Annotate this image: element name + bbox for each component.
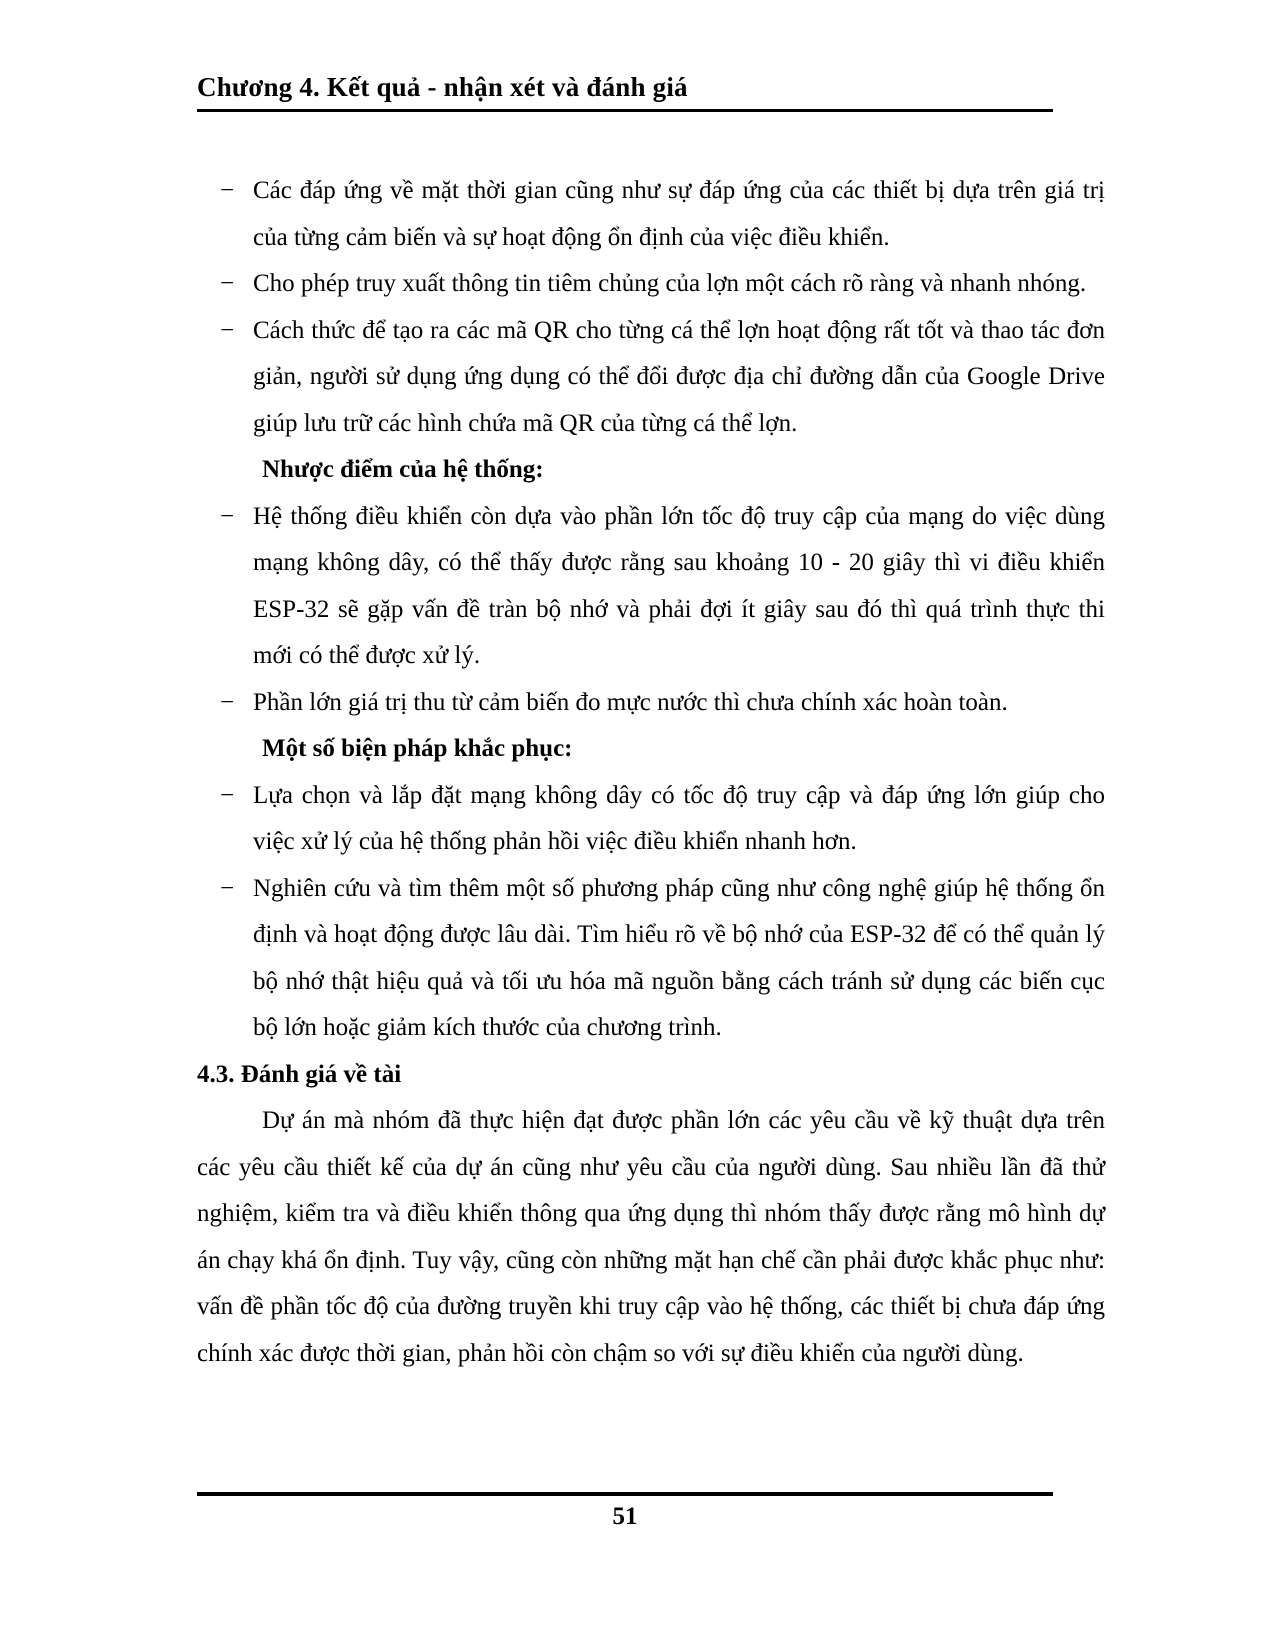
page-body [197, 168, 1105, 1377]
list-item-text: Nghiên cứu và tìm thêm một số phương pháp cũng như công nghệ giúp hệ thống ổn định và hoạt động được lâu dài. Tìm hiểu rõ về bộ nhớ của ESP-32 để có thể quản lý bộ nhớ thật hiệu quả và tối ưu hóa mã nguồn bằng cách tránh sử dụng các biến cục bộ lớn hoặc giảm kích thước của chương trình. [253, 874, 1105, 1041]
list-item [197, 168, 1105, 261]
bullet-marker: − [220, 781, 235, 809]
list-item [197, 261, 1105, 308]
list-item-text: Các đáp ứng về mặt thời gian cũng như sự đáp ứng của các thiết bị dựa trên giá trị của từng cảm biến và sự hoạt động ổn định của việc điều khiển. [253, 177, 1105, 251]
list-item-text: Cho phép truy xuất thông tin tiêm chủng của lợn một cách rõ ràng và nhanh nhóng. [253, 270, 1087, 297]
bullet-marker: − [220, 270, 235, 297]
chapter-header-title: Chương 4. Kết quả - nhận xét và đánh giá [197, 72, 688, 102]
list-item-text: Phần lớn giá trị thu từ cảm biến đo mực nước thì chưa chính xác hoàn toàn. [253, 688, 1008, 716]
section-heading: 4.3. Đánh giá về tài [197, 1060, 402, 1088]
bullet-marker: − [220, 177, 235, 204]
page-number: 51 [612, 1503, 638, 1530]
bullet-marker: − [220, 502, 235, 530]
list-item [197, 866, 1105, 1052]
list-item-text: Hệ thống điều khiển còn dựa vào phần lớn tốc độ truy cập của mạng do việc dùng mạng không dây, có thể thấy được rằng sau khoảng 10 - 20 giây thì vi điều khiển ESP-32 sẽ gặp vấn đề tràn bộ nhớ và phải đợi ít giây sau đó thì quá trình thực thi mới có thể được xử lý. [253, 502, 1105, 669]
page-footer [197, 1492, 1053, 1531]
bullet-marker: − [220, 316, 235, 344]
list-item [197, 773, 1105, 866]
list-item-text: Cách thức để tạo ra các mã QR cho từng cá thể lợn hoạt động rất tốt và thao tác đơn giản, người sử dụng ứng dụng có thể đổi được địa chỉ đường dẫn của Google Drive giúp lưu trữ các hình chứa mã QR của từng cá thể lợn. [253, 316, 1105, 437]
page-header [197, 72, 1053, 112]
list-item-text: Lựa chọn và lắp đặt mạng không dây có tốc độ truy cập và đáp ứng lớn giúp cho việc xử lý của hệ thống phản hồi việc điều khiển nhanh hơn. [253, 781, 1105, 855]
body-paragraph: Dự án mà nhóm đã thực hiện đạt được phần lớn các yêu cầu về kỹ thuật dựa trên các yêu cầu thiết kế của dự án cũng như yêu cầu của người dùng. Sau nhiều lần đã thử nghiệm, kiểm tra và điều khiển thông qua ứng dụng thì nhóm thấy được rằng mô hình dự án chạy khá ổn định. Tuy vậy, cũng còn những mặt hạn chế cần phải được khắc phục như: vấn đề phần tốc độ của đường truyền khi truy cập vào hệ thống, các thiết bị chưa đáp ứng chính xác được thời gian, phản hồi còn chậm so với sự điều khiển của người dùng. [197, 1107, 1105, 1367]
bullet-marker: − [220, 874, 235, 902]
subsection-heading-solutions: Một số biện pháp khắc phục: [262, 735, 573, 762]
list-item [197, 494, 1105, 680]
list-item [197, 680, 1105, 727]
list-item [197, 308, 1105, 448]
bullet-marker: − [220, 688, 235, 716]
subsection-heading-disadvantages: Nhược điểm của hệ thống: [262, 456, 544, 483]
